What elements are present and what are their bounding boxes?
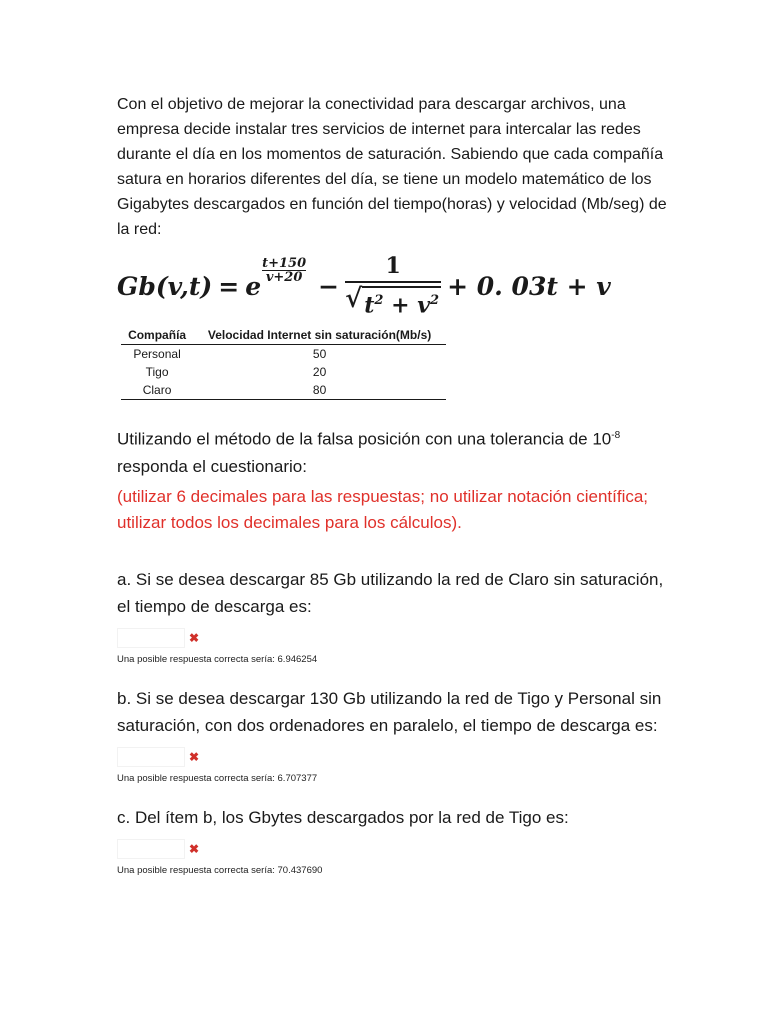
- answer-input[interactable]: [117, 628, 185, 648]
- fraction-numerator: 1: [385, 253, 401, 280]
- intro-paragraph: Con el objetivo de mejorar la conectividad para descargar archivos, una empresa decide instalar tres servicios de internet para intercalar las redes durante el día en los momentos de saturación. Sabiendo que cada compañía satura en horarios diferentes del día, se tiene un modelo matemático de los Gigabytes descargados en función del tiempo(horas) y velocidad (Mb/seg) de la red:: [117, 96, 667, 238]
- formula-tail: + 0. 03t + v: [447, 271, 611, 301]
- radicand-t: t: [364, 292, 375, 319]
- table-cell-company: Tigo: [145, 365, 169, 379]
- table-row: [121, 363, 446, 381]
- wrong-mark-icon: ✖: [189, 749, 200, 764]
- formula-lhs: Gb(v,t): [117, 271, 213, 301]
- answer-input[interactable]: [117, 839, 185, 859]
- radical-sign: √: [345, 284, 363, 315]
- formula-e: e: [245, 271, 262, 301]
- question-b: [117, 685, 677, 784]
- table-row: [121, 381, 446, 400]
- answer-row: [117, 837, 677, 861]
- radicand-plus: +: [383, 292, 418, 319]
- t-square: 2: [374, 293, 384, 309]
- formula: [117, 253, 677, 319]
- table-cell-speed: 80: [193, 381, 446, 400]
- formula-fraction: [345, 253, 441, 318]
- question-text: a. Si se desea descargar 85 Gb utilizando la red de Claro sin saturación, el tiempo de descarga es:: [117, 569, 664, 616]
- v-square: 2: [430, 293, 440, 309]
- question-c: [117, 804, 677, 876]
- answer-row: [117, 745, 677, 769]
- table-cell-company: Claro: [121, 381, 193, 400]
- question-a: [117, 566, 677, 665]
- question-text: c. Del ítem b, los Gbytes descargados por la red de Tigo es:: [117, 807, 569, 827]
- tolerance-exponent: -8: [611, 430, 621, 441]
- formula-equals: =: [218, 271, 240, 301]
- radicand: [362, 286, 441, 318]
- method-instructions: [117, 422, 677, 480]
- speed-table: [121, 326, 446, 400]
- correct-answer-feedback: Una posible respuesta correcta sería: 70.437690: [117, 864, 323, 876]
- fraction-denominator-sqrt: [345, 283, 441, 318]
- method-text-end: responda el cuestionario:: [117, 456, 307, 476]
- table-row: [121, 345, 446, 364]
- wrong-mark-icon: ✖: [189, 841, 200, 856]
- exponent-numerator: t+150: [262, 255, 307, 271]
- formula-minus: −: [318, 271, 340, 301]
- table-cell-speed: 20: [312, 365, 327, 379]
- method-text: Utilizando el método de la falsa posición con una tolerancia de 10: [117, 429, 612, 449]
- table-cell-company: Personal: [133, 347, 181, 361]
- document-page: [117, 92, 677, 876]
- formula-exponent-fraction: [262, 257, 306, 284]
- header-speed: Velocidad Internet sin saturación(Mb/s): [193, 326, 446, 345]
- answer-input[interactable]: [117, 747, 185, 767]
- correct-answer-feedback: Una posible respuesta correcta sería: 6.707377: [117, 772, 318, 784]
- exponent-denominator: v+20: [265, 269, 303, 285]
- question-text: b. Si se desea descargar 130 Gb utilizando la red de Tigo y Personal sin saturación, con dos ordenadores en paralelo, el tiempo de descarga es:: [117, 688, 662, 735]
- correct-answer-feedback: Una posible respuesta correcta sería: 6.946254: [117, 653, 318, 665]
- header-company: Compañía: [121, 326, 193, 345]
- wrong-mark-icon: ✖: [189, 630, 200, 645]
- decimals-note: (utilizar 6 decimales para las respuestas; no utilizar notación científica; utilizar todos los decimales para los cálculos).: [117, 486, 649, 532]
- answer-row: [117, 626, 677, 650]
- table-cell-speed: 50: [312, 347, 327, 361]
- radicand-v: v: [417, 292, 430, 319]
